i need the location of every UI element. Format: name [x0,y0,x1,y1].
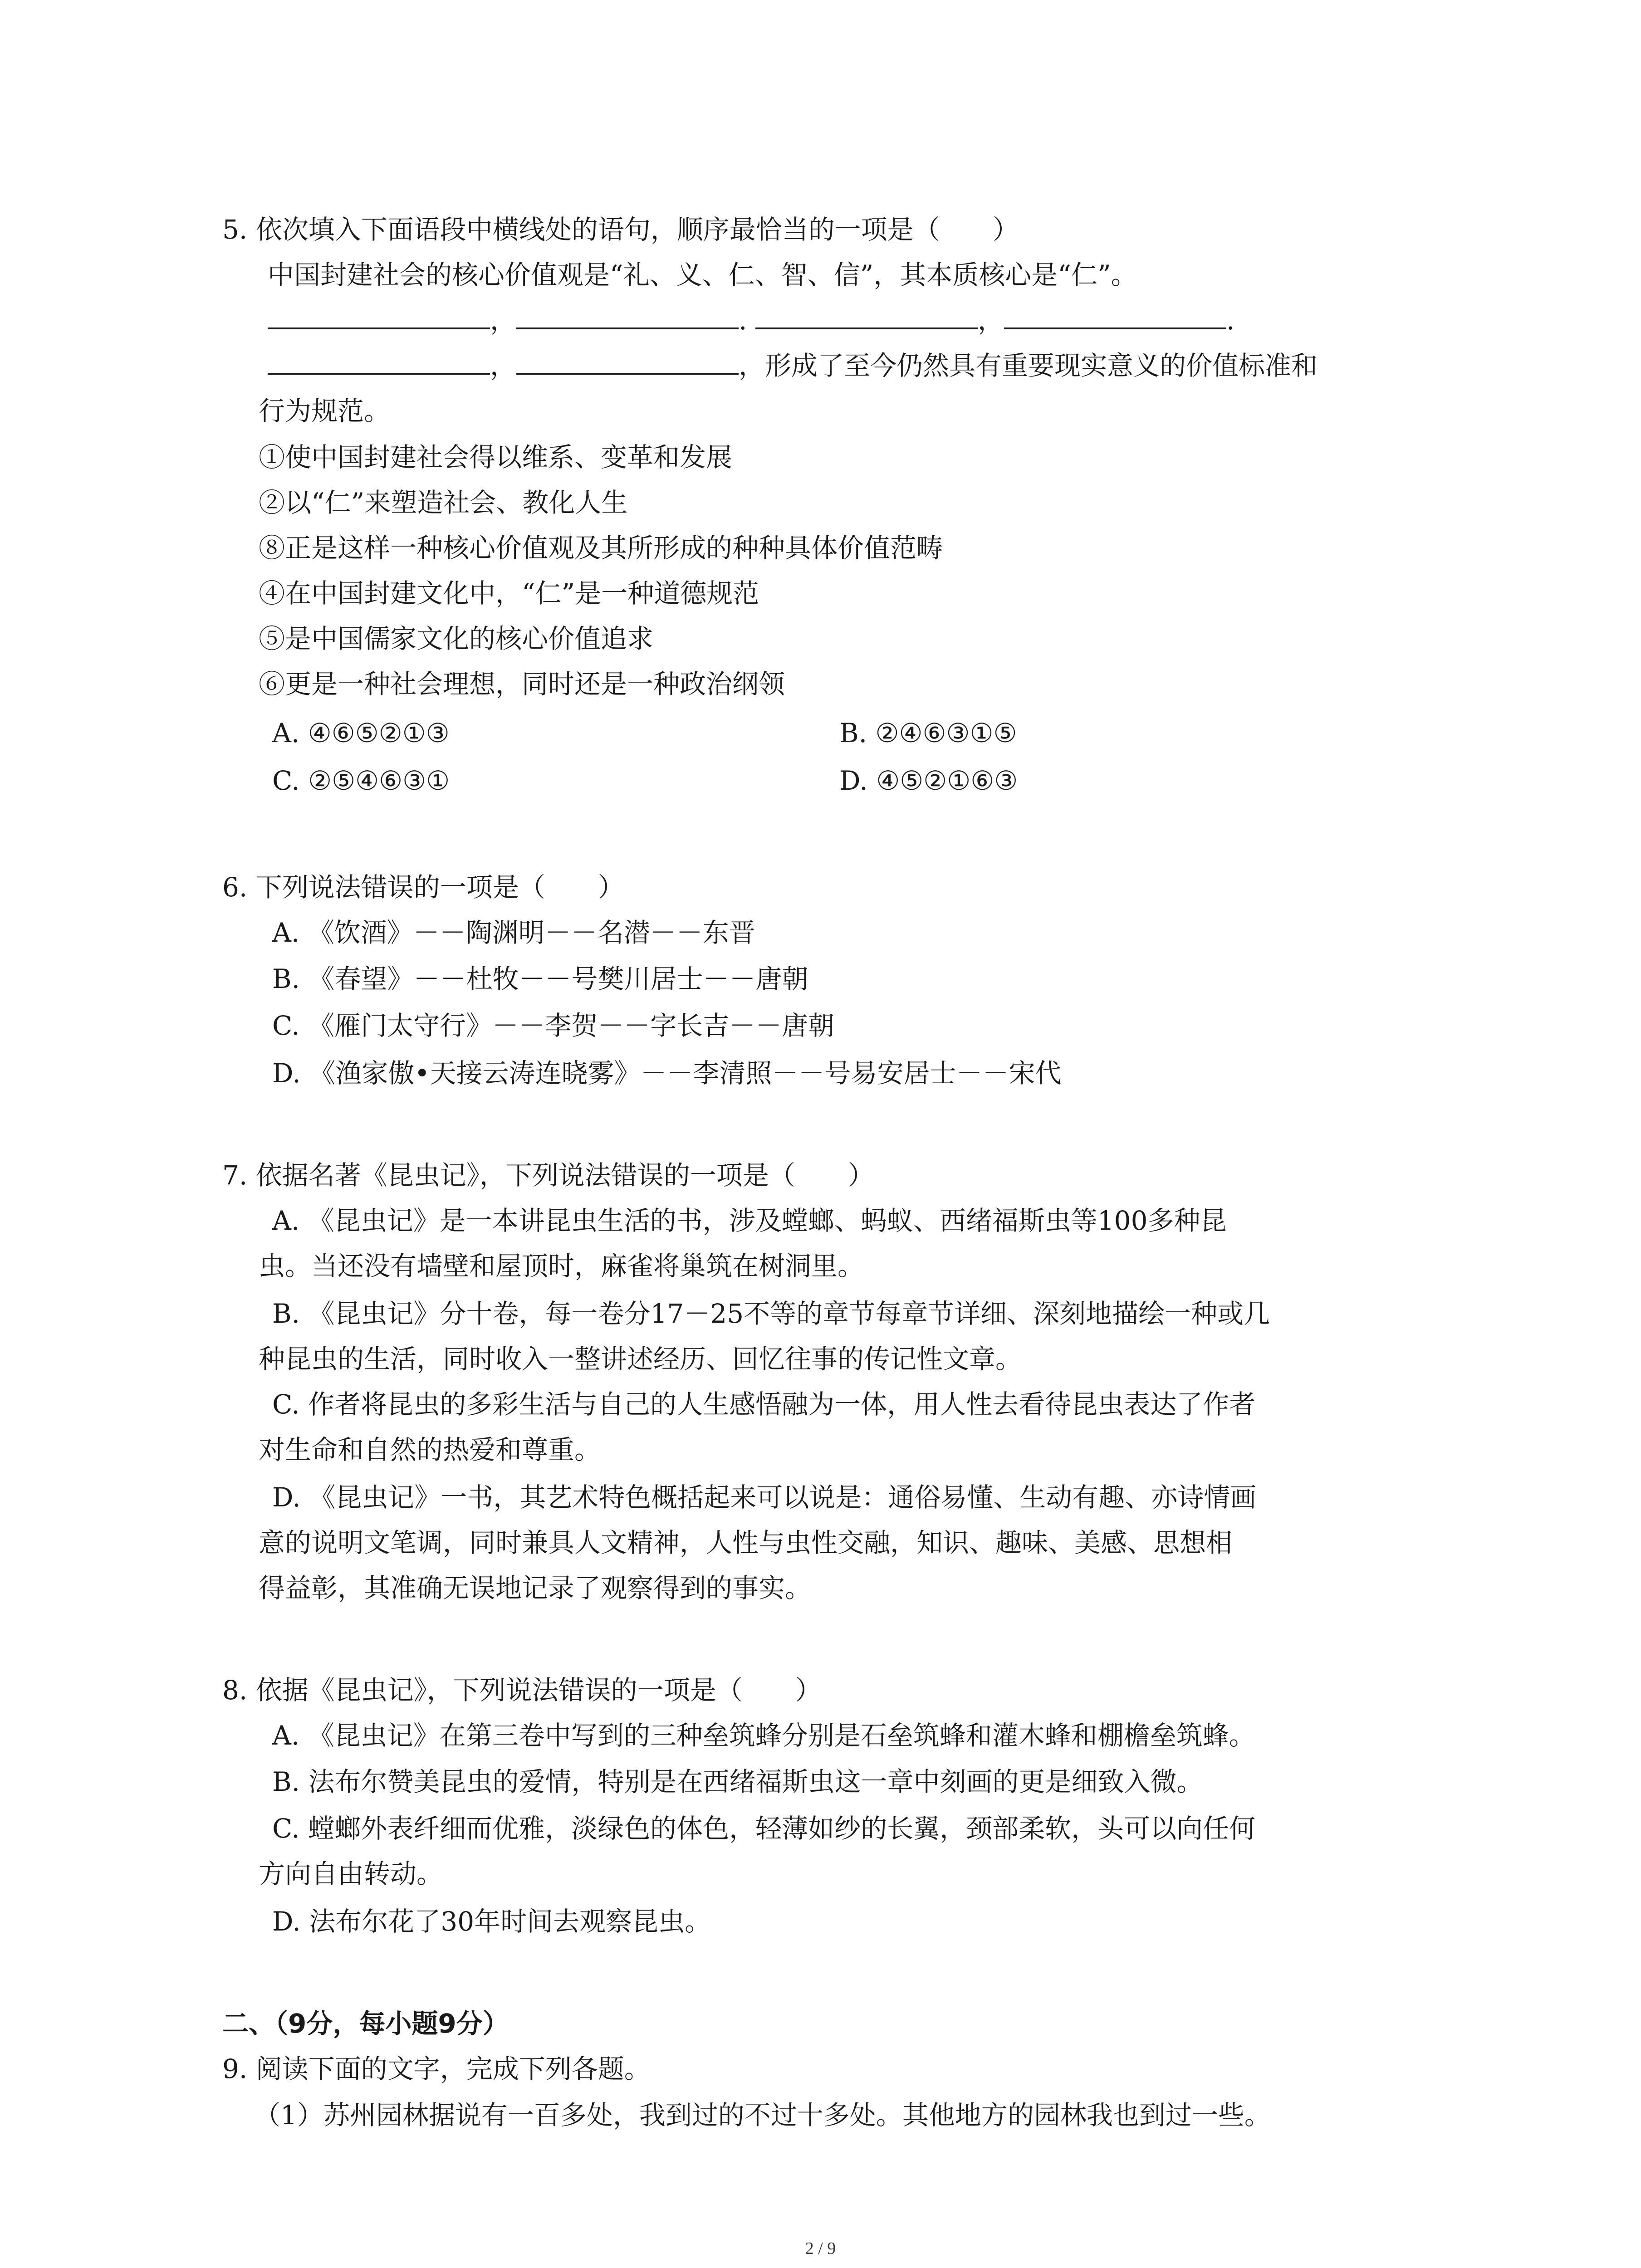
q8-option-b[interactable]: B. 法布尔赞美昆虫的爱情，特别是在西绪福斯虫这一章中刻画的更是细致入微。 [272,1766,1203,1797]
q6-option-a[interactable]: A. 《饮酒》－－陶渊明－－名潜－－东晋 [272,917,755,948]
punctuation: ， [490,350,517,381]
punctuation: ， [490,305,517,336]
q8-stem: 8. 依据《昆虫记》，下列说法错误的一项是（ ） [222,1675,822,1706]
q5-option-a[interactable]: A. ④⑥⑤②①③ [272,718,450,748]
q5-blank-row-1 [268,304,1234,337]
section-heading: 二、（9分，每小题9分） [222,2008,509,2039]
q6-option-b[interactable]: B. 《春望》－－杜牧－－号樊川居士－－唐朝 [272,963,808,994]
q8-option-c[interactable]: C. 螳螂外表纤细而优雅，淡绿色的体色，轻薄如纱的长翼，颈部柔软，头可以向任何 [272,1813,1256,1844]
q7-stem: 7. 依据名著《昆虫记》，下列说法错误的一项是（ ） [222,1160,874,1191]
q5-passage-intro: 中国封建社会的核心价值观是“礼、义、仁、智、信”，其本质核心是“仁”。 [268,259,1137,290]
q7-option-c[interactable]: C. 作者将昆虫的多彩生活与自己的人生感悟融为一体，用人性去看待昆虫表达了作者 [272,1389,1256,1420]
q7-option-b-cont: 种昆虫的生活，同时收入一整讲述经历、回忆往事的传记性文章。 [259,1344,1022,1374]
q5-option-b[interactable]: B. ②④⑥③①⑤ [839,718,1017,748]
q5-passage-end: 行为规范。 [259,396,391,426]
answer-blank[interactable] [1004,304,1226,329]
q9-stem: 9. 阅读下面的文字，完成下列各题。 [222,2053,651,2084]
q8-option-c-cont: 方向自由转动。 [259,1858,443,1889]
q5-item: ①使中国封建社会得以维系、变革和发展 [259,442,733,473]
q7-option-d[interactable]: D. 《昆虫记》一书，其艺术特色概括起来可以说是：通俗易懂、生动有趣、亦诗情画 [272,1482,1257,1513]
q6-option-d[interactable]: D. 《渔家傲•天接云涛连晓雾》－－李清照－－号易安居士－－宋代 [272,1058,1062,1089]
q5-item: ⑤是中国儒家文化的核心价值追求 [259,623,654,654]
q7-option-d-cont: 意的说明文笔调，同时兼具人文精神，人性与虫性交融，知识、趣味、美感、思想相 [259,1527,1233,1558]
q5-item: ⑧正是这样一种核心价值观及其所形成的种种具体价值范畴 [259,533,943,563]
q8-option-a[interactable]: A. 《昆虫记》在第三卷中写到的三种垒筑蜂分别是石垒筑蜂和灌木蜂和棚檐垒筑蜂。 [272,1720,1255,1751]
page-number: 2 / 9 [805,2239,836,2258]
q5-stem: 5. 依次填入下面语段中横线处的语句，顺序最恰当的一项是（ ） [222,214,1019,245]
q5-option-c[interactable]: C. ②⑤④⑥③① [272,765,450,796]
answer-blank[interactable] [755,304,978,329]
q6-stem: 6. 下列说法错误的一项是（ ） [222,872,624,903]
q7-option-a-cont: 虫。当还没有墙壁和屋顶时，麻雀将巢筑在树洞里。 [259,1251,864,1281]
q5-item: ②以“仁”来塑造社会、教化人生 [259,487,628,518]
q7-option-d-cont: 得益彰，其准确无误地记录了观察得到的事实。 [259,1573,812,1603]
q5-blank-row-2 [268,349,1318,382]
answer-blank[interactable] [516,349,739,375]
q6-option-c[interactable]: C. 《雁门太守行》－－李贺－－字长吉－－唐朝 [272,1010,835,1041]
answer-blank[interactable] [268,304,490,329]
answer-blank[interactable] [516,304,739,329]
q5-item: ⑥更是一种社会理想，同时还是一种政治纲领 [259,669,785,699]
q8-option-d[interactable]: D. 法布尔花了30年时间去观察昆虫。 [272,1906,711,1937]
q5-option-d[interactable]: D. ④⑤②①⑥③ [839,765,1018,796]
punctuation: . [739,305,747,336]
punctuation: . [1226,305,1235,336]
q5-item: ④在中国封建文化中，“仁”是一种道德规范 [259,578,759,609]
passage-text: ，形成了至今仍然具有重要现实意义的价值标准和 [739,350,1318,381]
q7-option-b[interactable]: B. 《昆虫记》分十卷，每一卷分17－25不等的章节每章节详细、深刻地描绘一种或几 [272,1298,1270,1329]
q9-paragraph-1: （1）苏州园林据说有一百多处，我到过的不过十多处。其他地方的园林我也到过一些。 [254,2100,1271,2131]
punctuation: ， [977,305,1004,336]
q7-option-c-cont: 对生命和自然的热爱和尊重。 [259,1434,601,1465]
q7-option-a[interactable]: A. 《昆虫记》是一本讲昆虫生活的书，涉及螳螂、蚂蚁、西绪福斯虫等100多种昆 [272,1205,1227,1236]
answer-blank[interactable] [268,349,490,375]
